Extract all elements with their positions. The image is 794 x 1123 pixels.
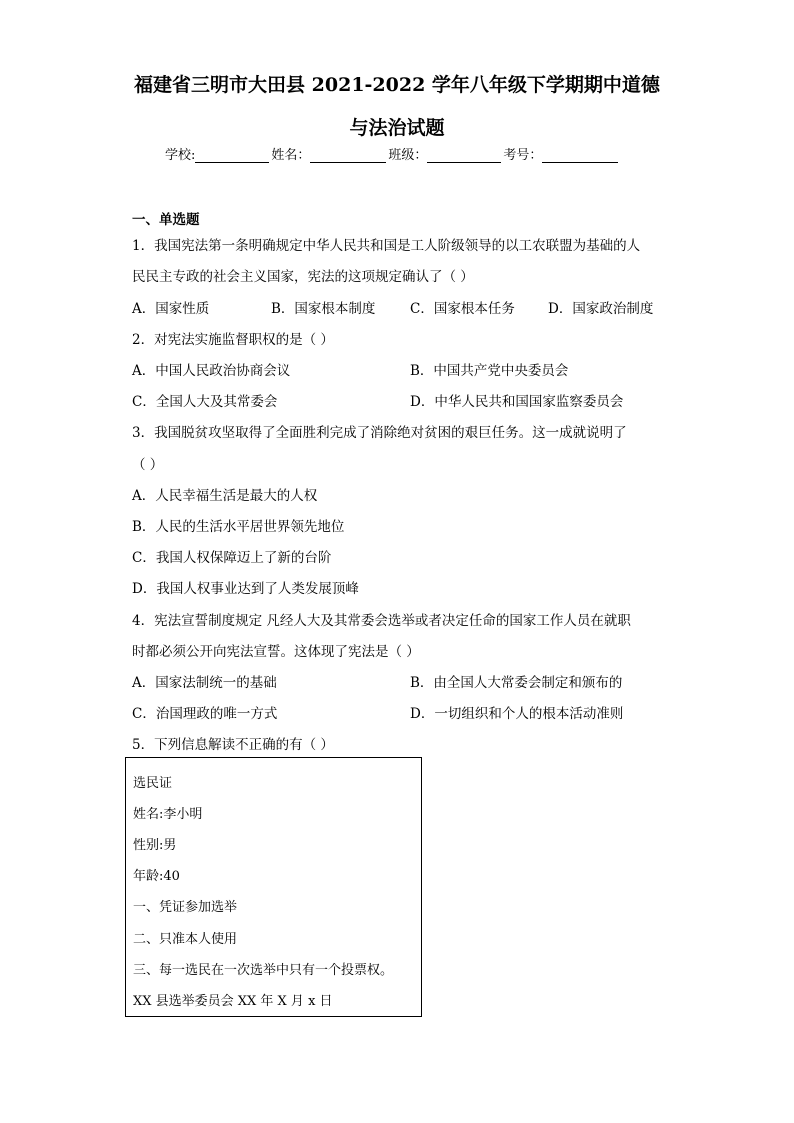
class-label: 班级： <box>388 148 428 163</box>
q1-option-a[interactable]: A．国家性质 <box>132 301 210 317</box>
school-blank[interactable] <box>195 148 269 163</box>
q4-stem-line2: 时都必须公开向宪法宣誓。这体现了宪法是（ ） <box>132 644 420 660</box>
class-blank[interactable] <box>427 148 501 163</box>
exam-title-line2: 与法治试题 <box>349 117 445 139</box>
q4-stem-line1: 4．宪法宣誓制度规定 凡经人大及其常委会选举或者决定任命的国家工作人员在就职 <box>132 613 631 629</box>
q2-option-b[interactable]: B．中国共产党中央委员会 <box>410 363 569 379</box>
voter-card-rule2: 二、只准本人使用 <box>133 932 238 947</box>
student-info-line <box>165 144 620 163</box>
name-label: 姓名： <box>271 148 311 163</box>
voter-card-footer: XX 县选举委员会 XX 年 X 月 x 日 <box>133 994 333 1009</box>
exam-title-line1: 福建省三明市大田县 2021-2022 学年八年级下学期期中道德 <box>134 74 660 96</box>
q3-option-c[interactable]: C．我国人权保障迈上了新的台阶 <box>132 550 332 566</box>
q4-option-a[interactable]: A．国家法制统一的基础 <box>132 675 277 691</box>
section-heading: 一、单选题 <box>132 212 200 228</box>
voter-card-title: 选民证 <box>133 776 173 791</box>
voter-card-name: 姓名:李小明 <box>133 807 203 822</box>
voter-card-gender: 性别:男 <box>133 838 177 853</box>
name-blank[interactable] <box>310 148 386 163</box>
q1-stem-line2: 民民主专政的社会主义国家，宪法的这项规定确认了（ ） <box>132 269 474 285</box>
q3-option-b[interactable]: B．人民的生活水平居世界领先地位 <box>132 519 345 535</box>
q4-option-c[interactable]: C．治国理政的唯一方式 <box>132 706 278 722</box>
q1-option-b[interactable]: B．国家根本制度 <box>271 301 376 317</box>
q2-option-d[interactable]: D．中华人民共和国国家监察委员会 <box>410 394 624 410</box>
q3-option-d[interactable]: D．我国人权事业达到了人类发展顶峰 <box>132 581 359 597</box>
voter-card-rule3: 三、每一选民在一次选举中只有一个投票权。 <box>133 963 394 978</box>
school-label: 学校: <box>165 148 196 163</box>
voter-card <box>125 757 422 1017</box>
q3-option-a[interactable]: A．人民幸福生活是最大的人权 <box>132 488 318 504</box>
q4-option-b[interactable]: B．由全国人大常委会制定和颁布的 <box>410 675 623 691</box>
q2-stem-line1: 2．对宪法实施监督职权的是（ ） <box>132 332 334 348</box>
q1-option-d[interactable]: D．国家政治制度 <box>548 301 654 317</box>
q3-stem-line1: 3．我国脱贫攻坚取得了全面胜利完成了消除绝对贫困的艰巨任务。这一成就说明了 <box>132 425 627 441</box>
number-blank[interactable] <box>542 148 618 163</box>
q2-option-a[interactable]: A．中国人民政治协商会议 <box>132 363 291 379</box>
q1-option-c[interactable]: C．国家根本任务 <box>410 301 515 317</box>
number-label: 考号： <box>503 148 543 163</box>
q4-option-d[interactable]: D．一切组织和个人的根本活动准则 <box>410 706 624 722</box>
voter-card-rule1: 一、凭证参加选举 <box>133 900 238 915</box>
q3-stem-line2: （ ） <box>132 457 164 473</box>
q2-option-c[interactable]: C．全国人大及其常委会 <box>132 394 278 410</box>
q1-stem-line1: 1．我国宪法第一条明确规定中华人民共和国是工人阶级领导的以工农联盟为基础的人 <box>132 238 641 254</box>
voter-card-age: 年龄:40 <box>133 869 180 884</box>
q5-stem-line1: 5．下列信息解读不正确的有（ ） <box>132 737 334 753</box>
